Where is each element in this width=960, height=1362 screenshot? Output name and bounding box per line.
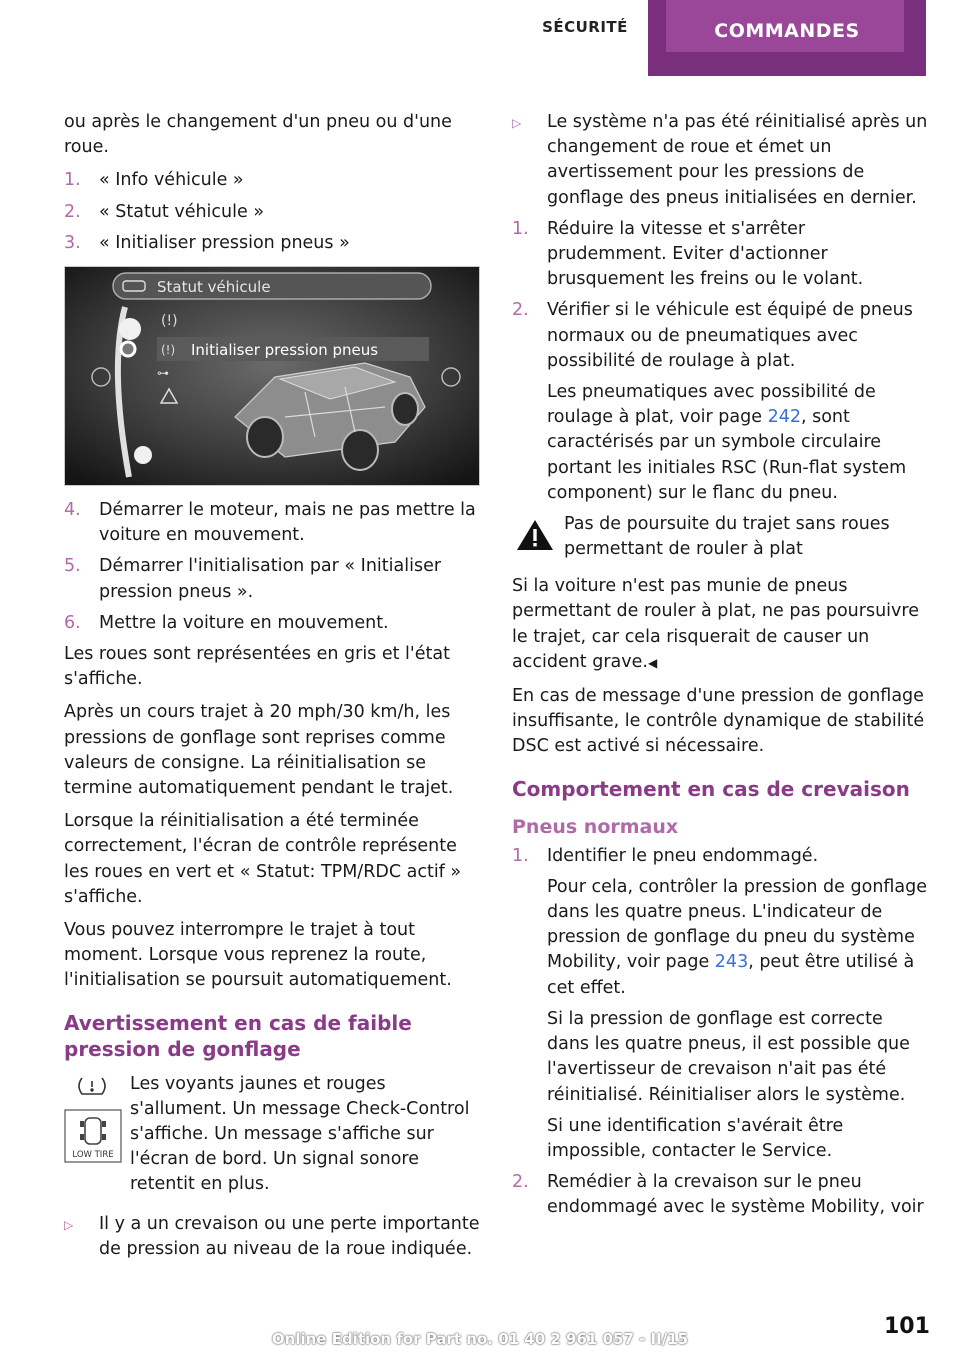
warning-triangle-icon: [512, 512, 558, 558]
menu-dot-selected: [121, 342, 135, 356]
list-item-subparagraph: Les pneumatiques avec possibilité de roulage à plat, voir page 242, sont caractérisés par un symbole circulaire portant les initiales RSC (Run-flat system component) sur le flanc du pneu.: [547, 382, 907, 503]
warning-title: Pas de poursuite du trajet sans roues permettant de rouler à plat: [564, 514, 890, 560]
list-item: 2. Vérifier si le véhicule est équipé de pneus normaux ou de pneumatiques avec possibilité de roulage à plat. Les pneumatiques avec possibilité de roulage à plat, voir page 242, sont caractérisés par un symbole circulaire portant les initiales RSC (Run-flat system component) sur le flanc du pneu.: [512, 298, 930, 506]
menu-dot: [134, 446, 152, 464]
end-mark-icon: ◀: [647, 655, 658, 670]
footer-edition: Online Edition for Part no. 01 40 2 961 057 - II/15: [271, 1330, 689, 1348]
dsc-paragraph: En cas de message d'une pression de gonflage insuffisante, le contrôle dynamique de stabilité DSC est activé si nécessaire.: [512, 686, 925, 757]
warning-icon-box: [512, 512, 564, 566]
paragraph: Vous pouvez interrompre le trajet à tout moment. Lorsque vous reprenez la route, l'initialisation se poursuit automatiquement.: [64, 920, 452, 991]
list-item: 2. « Statut véhicule »: [64, 201, 265, 222]
paragraph: Lorsque la réinitialisation a été terminée correctement, l'écran de contrôle représente les roues en vert et « Statut: TPM/RDC actif » s'affiche.: [64, 811, 462, 907]
page-number: 101: [884, 1314, 930, 1339]
list-item: 2. Remédier à la crevaison sur le pneu endommagé avec le système Mobility, voir: [512, 1172, 924, 1218]
header-section-active-label: COMMANDES: [714, 20, 860, 42]
subsection-heading: Pneus normaux: [512, 815, 679, 838]
section-heading: Comportement en cas de crevaison: [512, 776, 910, 801]
list-item: 6. Mettre la voiture en mouvement.: [64, 612, 389, 633]
list-item: 5. Démarrer l'initialisation par « Initialiser pression pneus ».: [64, 556, 442, 602]
tire-warning-icon: (!): [161, 313, 178, 330]
bullet-triangle-icon: ▷: [64, 1217, 74, 1232]
low-tire-label: LOW TIRE: [72, 1149, 114, 1160]
warning-body: Si la voiture n'est pas munie de pneus permettant de rouler à plat, ne pas poursuivre le trajet, car cela risquerait de causer un accident grave.◀: [512, 576, 919, 672]
oil-icon: ⊶: [157, 366, 169, 381]
indicator-icons: [64, 1072, 130, 1198]
right-column: [512, 110, 930, 1227]
tire-init-icon: (!): [161, 343, 176, 358]
low-tire-description: Les voyants jaunes et rouges s'allument. Un message Check-Control s'affiche. Un message s'affiche sur l'écran de bord. Un signal sonore retentit en plus.: [130, 1073, 470, 1195]
list-item-subparagraph: Pour cela, contrôler la pression de gonflage dans les quatre pneus. L'indicateur de pression de gonflage du pneu du système Mobility, voir page 243, peut être utilisé à cet effet.: [547, 876, 928, 998]
list-item: 1. « Info véhicule »: [64, 170, 244, 191]
left-column: [64, 110, 480, 1268]
menu-dot: [119, 318, 141, 340]
header-section-label: SÉCURITÉ: [542, 18, 628, 36]
low-tire-warning-block: [64, 1072, 480, 1198]
header-section-securite: [530, 0, 640, 54]
control-display-screenshot: [64, 266, 480, 486]
control-display-graphic: [65, 267, 479, 485]
page-link[interactable]: 242: [767, 407, 801, 428]
tire-pressure-warning-icon: [79, 1078, 105, 1094]
list-item: 1. Identifier le pneu endommagé. Pour cela, contrôler la pression de gonflage dans les quatre pneus. L'indicateur de pression de gonflage du pneu du système Mobility, voir page 243, peut être utilisé à cet effet. Si la pression de gonflage est correcte dans les quatre pneus, il est possible que l'avertisseur de crevaison n'ait pas été réinitialisé. Réinitialiser alors le système. Si une identification s'avérait être impossible, contacter le Service.: [512, 844, 930, 1164]
paragraph: Après un cours trajet à 20 mph/30 km/h, les pressions de gonflage sont reprises comme valeurs de consigne. La réinitialisation se termine automatiquement pendant le trajet.: [64, 702, 454, 799]
list-item: 4. Démarrer le moteur, mais ne pas mettre la voiture en mouvement.: [64, 500, 476, 546]
menu-label-top: Statut véhicule: [157, 278, 271, 297]
menu-label-selected: Initialiser pression pneus: [191, 341, 379, 360]
section-heading: Avertissement en cas de faible pression de gonflage: [64, 1010, 412, 1061]
list-item: ▷ Le système n'a pas été réinitialisé après un changement de roue et émet un avertissement pour les pressions de gonflage des pneus initialisées en dernier.: [512, 110, 930, 211]
list-item-subparagraph: Si la pression de gonflage est correcte dans les quatre pneus, il est possible que l'avertisseur de crevaison n'ait pas été réinitialisé. Réinitialiser alors le système.: [547, 1008, 910, 1105]
page-link[interactable]: 243: [714, 952, 749, 973]
list-item: 3. « Initialiser pression pneus »: [64, 232, 350, 253]
warning-block: [512, 512, 930, 566]
list-item: ▷ Il y a un crevaison ou une perte importante de pression au niveau de la roue indiquée.: [64, 1212, 480, 1262]
indicator-graphic: [64, 1072, 124, 1164]
intro-paragraph: ou après le changement d'un pneu ou d'une roue.: [64, 112, 452, 158]
low-tire-icon: [65, 1110, 121, 1162]
list-item: 1. Réduire la vitesse et s'arrêter prudemment. Eviter d'actionner brusquement les freins ou le volant.: [512, 218, 864, 290]
header-section-commandes: [648, 0, 926, 76]
list-item-subparagraph: Si une identification s'avérait être impossible, contacter le Service.: [547, 1115, 844, 1161]
paragraph: Les roues sont représentées en gris et l'état s'affiche.: [64, 644, 450, 690]
bullet-triangle-icon: ▷: [512, 116, 522, 130]
